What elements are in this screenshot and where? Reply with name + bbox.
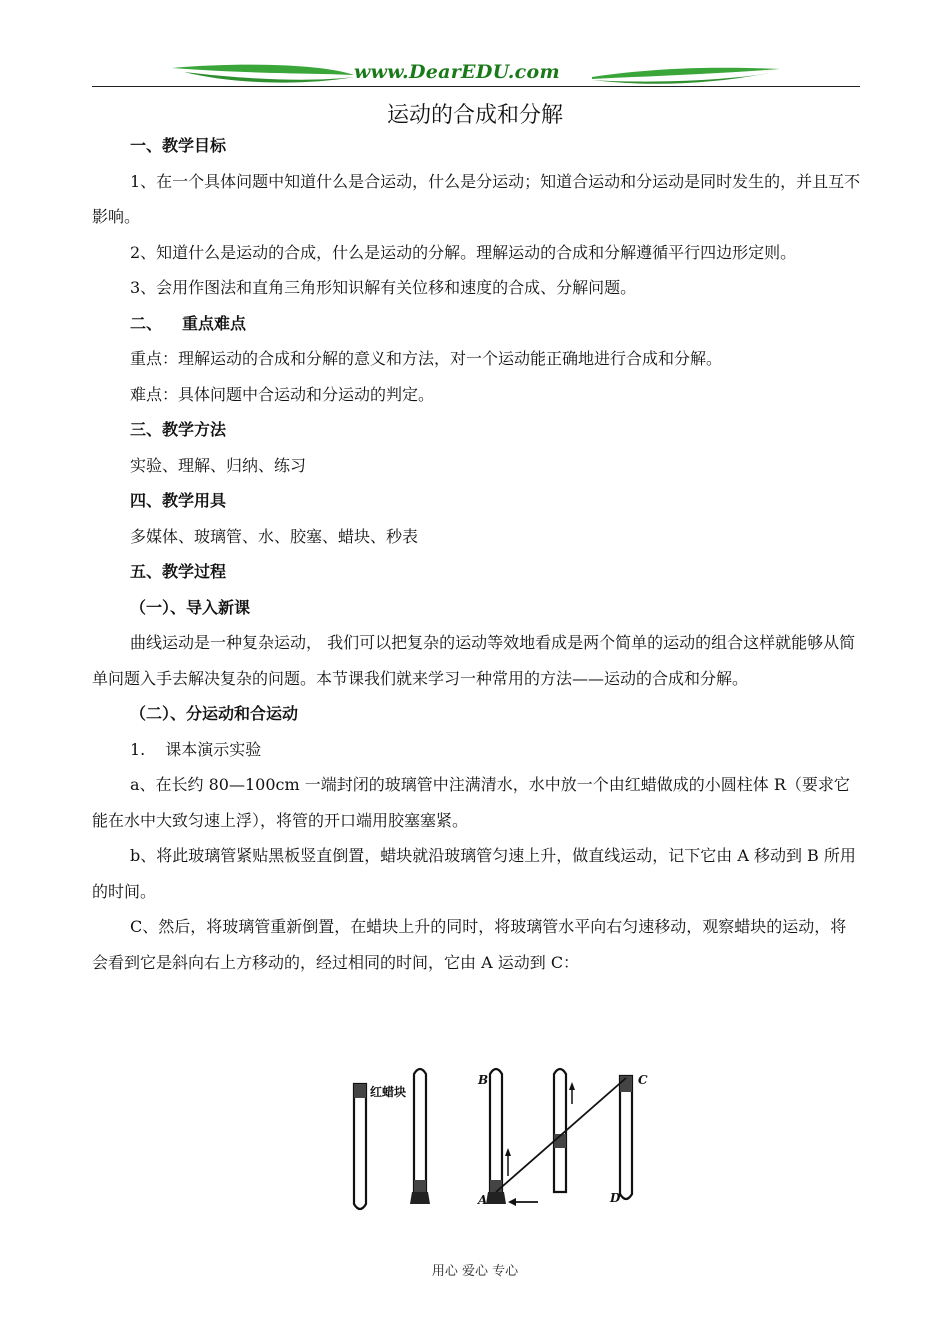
document-title: 运动的合成和分解 (386, 103, 563, 128)
header-rule (92, 86, 860, 87)
section-heading-process: 五、教学过程 (130, 562, 227, 581)
wax-block-2 (414, 1180, 426, 1192)
item-text: 课本演示实验 (165, 739, 262, 759)
objective-3: 3、会用作图法和直角三角形知识解有关位移和速度的合成、分解问题。 (130, 278, 637, 297)
tools-text: 多媒体、玻璃管、水、胶塞、蜡块、秒表 (130, 526, 419, 546)
tube-3 (490, 1069, 502, 1192)
horizontal-arrow-head (508, 1198, 516, 1206)
document-body (92, 128, 862, 980)
experiment-item (92, 732, 862, 768)
stopper-2 (410, 1192, 430, 1204)
experiment-step-c: C、然后，将玻璃管重新倒置，在蜡块上升的同时，将玻璃管水平向右匀速移动，观察蜡块的运动，将会看到它是斜向右上方移动的，经过相同的时间，它由 A 运动到 C： (92, 917, 847, 972)
stopper-3 (486, 1192, 506, 1204)
tube-1 (354, 1084, 366, 1209)
methods-text: 实验、理解、归纳、练习 (130, 455, 307, 475)
item-number: 1. (130, 739, 146, 759)
label-d: D (610, 1191, 621, 1205)
section-heading-tools: 四、教学用具 (130, 491, 227, 510)
tube-5 (620, 1076, 632, 1199)
section-heading-objectives: 一、教学目标 (130, 136, 227, 155)
tube-2 (414, 1069, 426, 1192)
label-a: A (478, 1193, 488, 1207)
objective-1: 1、在一个具体问题中知道什么是合运动，什么是分运动；知道合运动和分运动是同时发生的，并且互不影响。 (92, 171, 861, 226)
label-b: B (478, 1073, 489, 1087)
page-footer: 用心 爱心 专心 (431, 1264, 519, 1279)
label-wax: 红蜡块 (370, 1085, 407, 1099)
diagonal-path (496, 1078, 626, 1192)
tube-4 (554, 1069, 566, 1192)
site-logo-text: www.DearEDU.com (354, 61, 560, 83)
label-c: C (638, 1073, 648, 1087)
upward-arrow-head (505, 1148, 511, 1156)
key-point: 重点：理解运动的合成和分解的意义和方法，对一个运动能正确地进行合成和分解。 (130, 349, 723, 368)
heading-text: 重点难点 (182, 313, 247, 333)
intro-paragraph: 曲线运动是一种复杂运动， 我们可以把复杂的运动等效地看成是两个简单的运动的组合这样就能够从简单问题入手去解决复杂的问题。本节课我们就来学习一种常用的方法——运动的合成和分解。 (92, 633, 856, 688)
section-heading-methods: 三、教学方法 (130, 420, 227, 439)
wax-block-1 (354, 1084, 366, 1098)
subsection-intro: （一）、导入新课 (130, 597, 251, 617)
experiment-step-b: b、将此玻璃管紧贴黑板竖直倒置，蜡块就沿玻璃管匀速上升，做直线运动，记下它由 A 移动到 B 所用的时间。 (92, 846, 856, 901)
difficult-point: 难点：具体问题中合运动和分运动的判定。 (130, 384, 435, 404)
right-swoosh (592, 68, 780, 79)
left-swoosh (172, 65, 354, 75)
experiment-step-a: a、在长约 80—100cm 一端封闭的玻璃管中注满清水，水中放一个由红蜡做成的小圆柱体 R（要求它能在水中大致匀速上浮），将管的开口端用胶塞塞紧。 (92, 775, 850, 830)
wax-block-3 (490, 1180, 502, 1192)
heading-number: 二、 (130, 313, 163, 333)
subsection-component-motion: （二）、分运动和合运动 (130, 704, 299, 723)
section-heading-key-points (92, 306, 862, 342)
objective-2: 2、知道什么是运动的合成，什么是运动的分解。理解运动的合成和分解遵循平行四边形定则。 (130, 242, 797, 262)
upward-arrow-2-head (569, 1082, 575, 1090)
experiment-figure (348, 1064, 660, 1222)
